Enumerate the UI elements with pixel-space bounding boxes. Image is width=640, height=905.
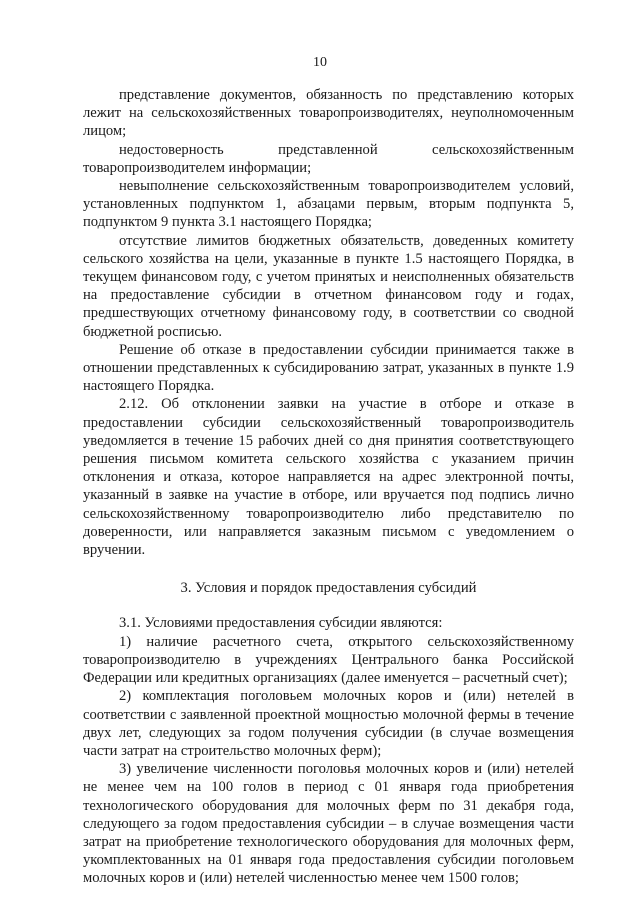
paragraph: недостоверность представленной сельскохозяйственным товаропроизводителем информации;: [83, 141, 574, 176]
section-heading: 3. Условия и порядок предоставления субсидий: [180, 580, 477, 597]
paragraphs-before-heading: [83, 86, 574, 559]
paragraph: 3) увеличение численности поголовья молочных коров и (или) нетелей не менее чем на 100 голов в период с 01 января года приобретения технологического оборудования для молочных ферм по 31 декабря года, следующего за годом предоставления субсидии – в случае возмещения части затрат на приобретение технологического оборудования для молочных ферм, укомплектованных на 01 января года предоставления субсидии поголовьем молочных коров и (или) нетелей численностью менее чем 1500 голов;: [83, 761, 574, 887]
document-body: [83, 86, 574, 888]
paragraph: представление документов, обязанность по представлению которых лежит на сельскохозяйственных товаропроизводителях, неуполномоченным лицом;: [83, 87, 574, 140]
paragraph: невыполнение сельскохозяйственным товаропроизводителем условий, установленных подпунктом 1, абзацами первым, вторым подпункта 5, подпунктом 9 пункта 3.1 настоящего Порядка;: [83, 178, 574, 231]
paragraph: 2.12. Об отклонении заявки на участие в отборе и отказе в предоставлении субсидии сельскохозяйственный товаропроизводитель уведомляется в течение 15 рабочих дней со дня принятия соответствующего решения письмом комитета сельского хозяйства с указанием причин отклонения и отказа, которое направляется на адрес электронной почты, указанный в заявке на участие в отборе, или вручается под подпись лично сельскохозяйственному товаропроизводителю либо представителю по доверенности, или направляется заказным письмом с уведомлением о вручении.: [83, 396, 574, 559]
paragraph: отсутствие лимитов бюджетных обязательств, доведенных комитету сельского хозяйства на цели, указанные в пункте 1.5 настоящего Порядка, в текущем финансовом году, с учетом принятых и неисполненных обязательств на предоставление субсидии в отчетном финансовом году и годах, предшествующих отчетному финансовому году, в соответствии со сводной бюджетной росписью.: [83, 232, 574, 340]
paragraph: 3.1. Условиями предоставления субсидии являются:: [119, 615, 443, 632]
paragraph: 2) комплектация поголовьем молочных коров и (или) нетелей в соответствии с заявленной проектной мощностью молочной фермы в течение двух лет, следующих за годом получения субсидии (в случае возмещения части затрат на строительство молочных ферм);: [83, 688, 574, 759]
paragraph: 1) наличие расчетного счета, открытого сельскохозяйственному товаропроизводителю в учреждениях Центрального банка Российской Федерации или кредитных организациях (далее именуется – расчетный счет);: [83, 633, 574, 687]
paragraph: Решение об отказе в предоставлении субсидии принимается также в отношении представленных к субсидированию затрат, указанных в пункте 1.9 настоящего Порядка.: [83, 341, 574, 395]
page-number: 10: [313, 55, 327, 70]
paragraphs-after-heading: [83, 614, 574, 887]
